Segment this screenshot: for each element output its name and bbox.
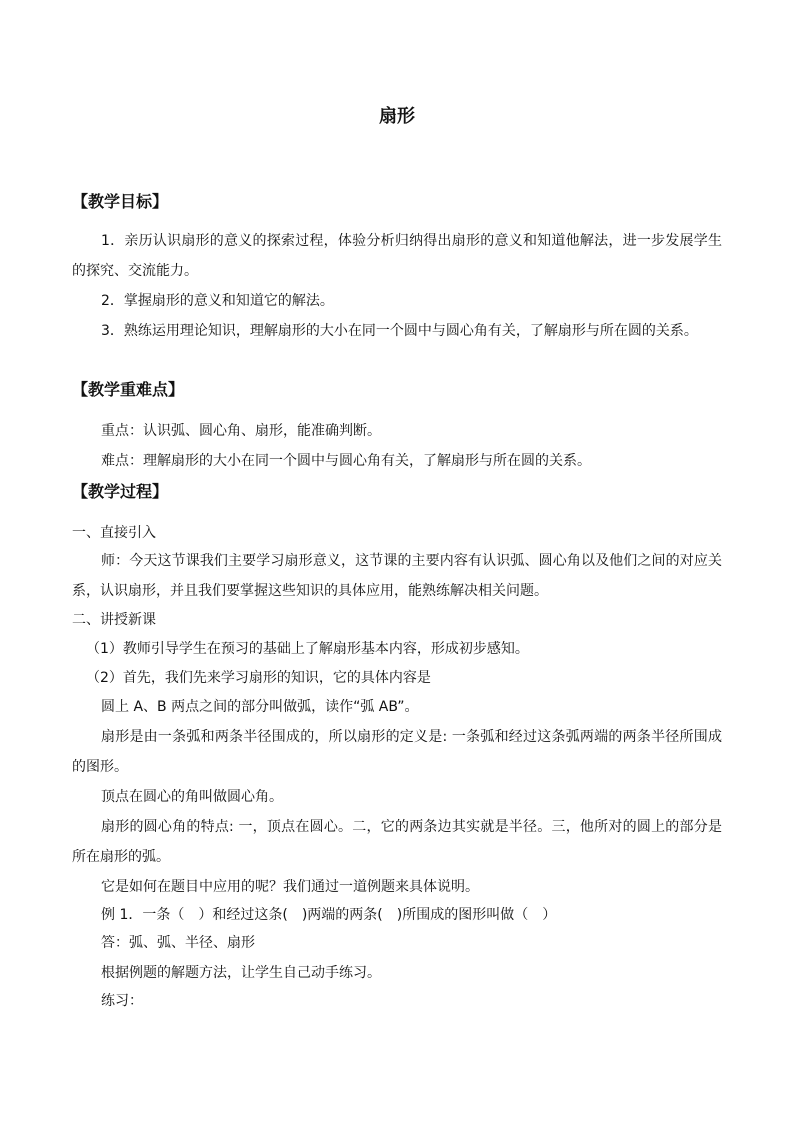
teaching-process-heading: 【教学过程】 — [72, 482, 169, 501]
practice-instruction: 根据例题的解题方法，让学生自己动手练习。 — [101, 965, 381, 981]
central-angle-definition: 顶点在圆心的角叫做圆心角。 — [101, 789, 283, 805]
goal-item-2: 2．掌握扇形的意义和知道它的解法。 — [101, 293, 334, 309]
process-step-new-lesson: 二、讲授新课 — [72, 612, 156, 628]
example-answer: 答：弧、弧、半径、扇形 — [101, 935, 255, 951]
process-step-intro: 一、直接引入 — [72, 525, 156, 541]
difficult-point: 难点：理解扇形的大小在同一个圆中与圆心角有关，了解扇形与所在圆的关系。 — [101, 453, 591, 469]
teacher-intro-paragraph: 师：今天这节课我们主要学习扇形意义，这节课的主要内容有认识弧、圆心角以及他们之间的对应关系，认识扇形，并且我们要掌握这些知识的具体应用，能熟练解决相关问题。 — [72, 553, 722, 599]
goal-item-3: 3．熟练运用理论知识，理解扇形的大小在同一个圆中与圆心角有关，了解扇形与所在圆的关系。 — [101, 323, 698, 339]
lesson-item-2: （2）首先，我们先来学习扇形的知识，它的具体内容是 — [86, 670, 431, 686]
goal-item-1: 1．亲历认识扇形的意义的探索过程，体验分析归纳得出扇形的意义和知道他解法，进一步发展学生的探究、交流能力。 — [72, 233, 722, 279]
document-title: 扇形 — [379, 106, 415, 127]
key-difficult-points-heading: 【教学重难点】 — [72, 380, 185, 399]
key-point: 重点：认识弧、圆心角、扇形，能准确判断。 — [101, 423, 381, 439]
lesson-item-1: （1）教师引导学生在预习的基础上了解扇形基本内容，形成初步感知。 — [86, 641, 529, 657]
application-intro: 它是如何在题目中应用的呢？我们通过一道例题来具体说明。 — [101, 879, 479, 895]
example-question: 例 1．一条（ ）和经过这条( )两端的两条( )所围成的图形叫做（ ） — [101, 907, 557, 923]
practice-label: 练习： — [101, 993, 143, 1009]
central-angle-features: 扇形的圆心角的特点: 一，顶点在圆心。二，它的两条边其实就是半径。三，他所对的圆上的部分是所在扇形的弧。 — [72, 819, 722, 865]
sector-definition: 扇形是由一条弧和两条半径围成的，所以扇形的定义是: 一条弧和经过这条弧两端的两条半径所围成的图形。 — [72, 729, 722, 775]
arc-definition: 圆上 A、B 两点之间的部分叫做弧，读作“弧 AB”。 — [101, 699, 419, 715]
teaching-goals-heading: 【教学目标】 — [72, 192, 169, 211]
